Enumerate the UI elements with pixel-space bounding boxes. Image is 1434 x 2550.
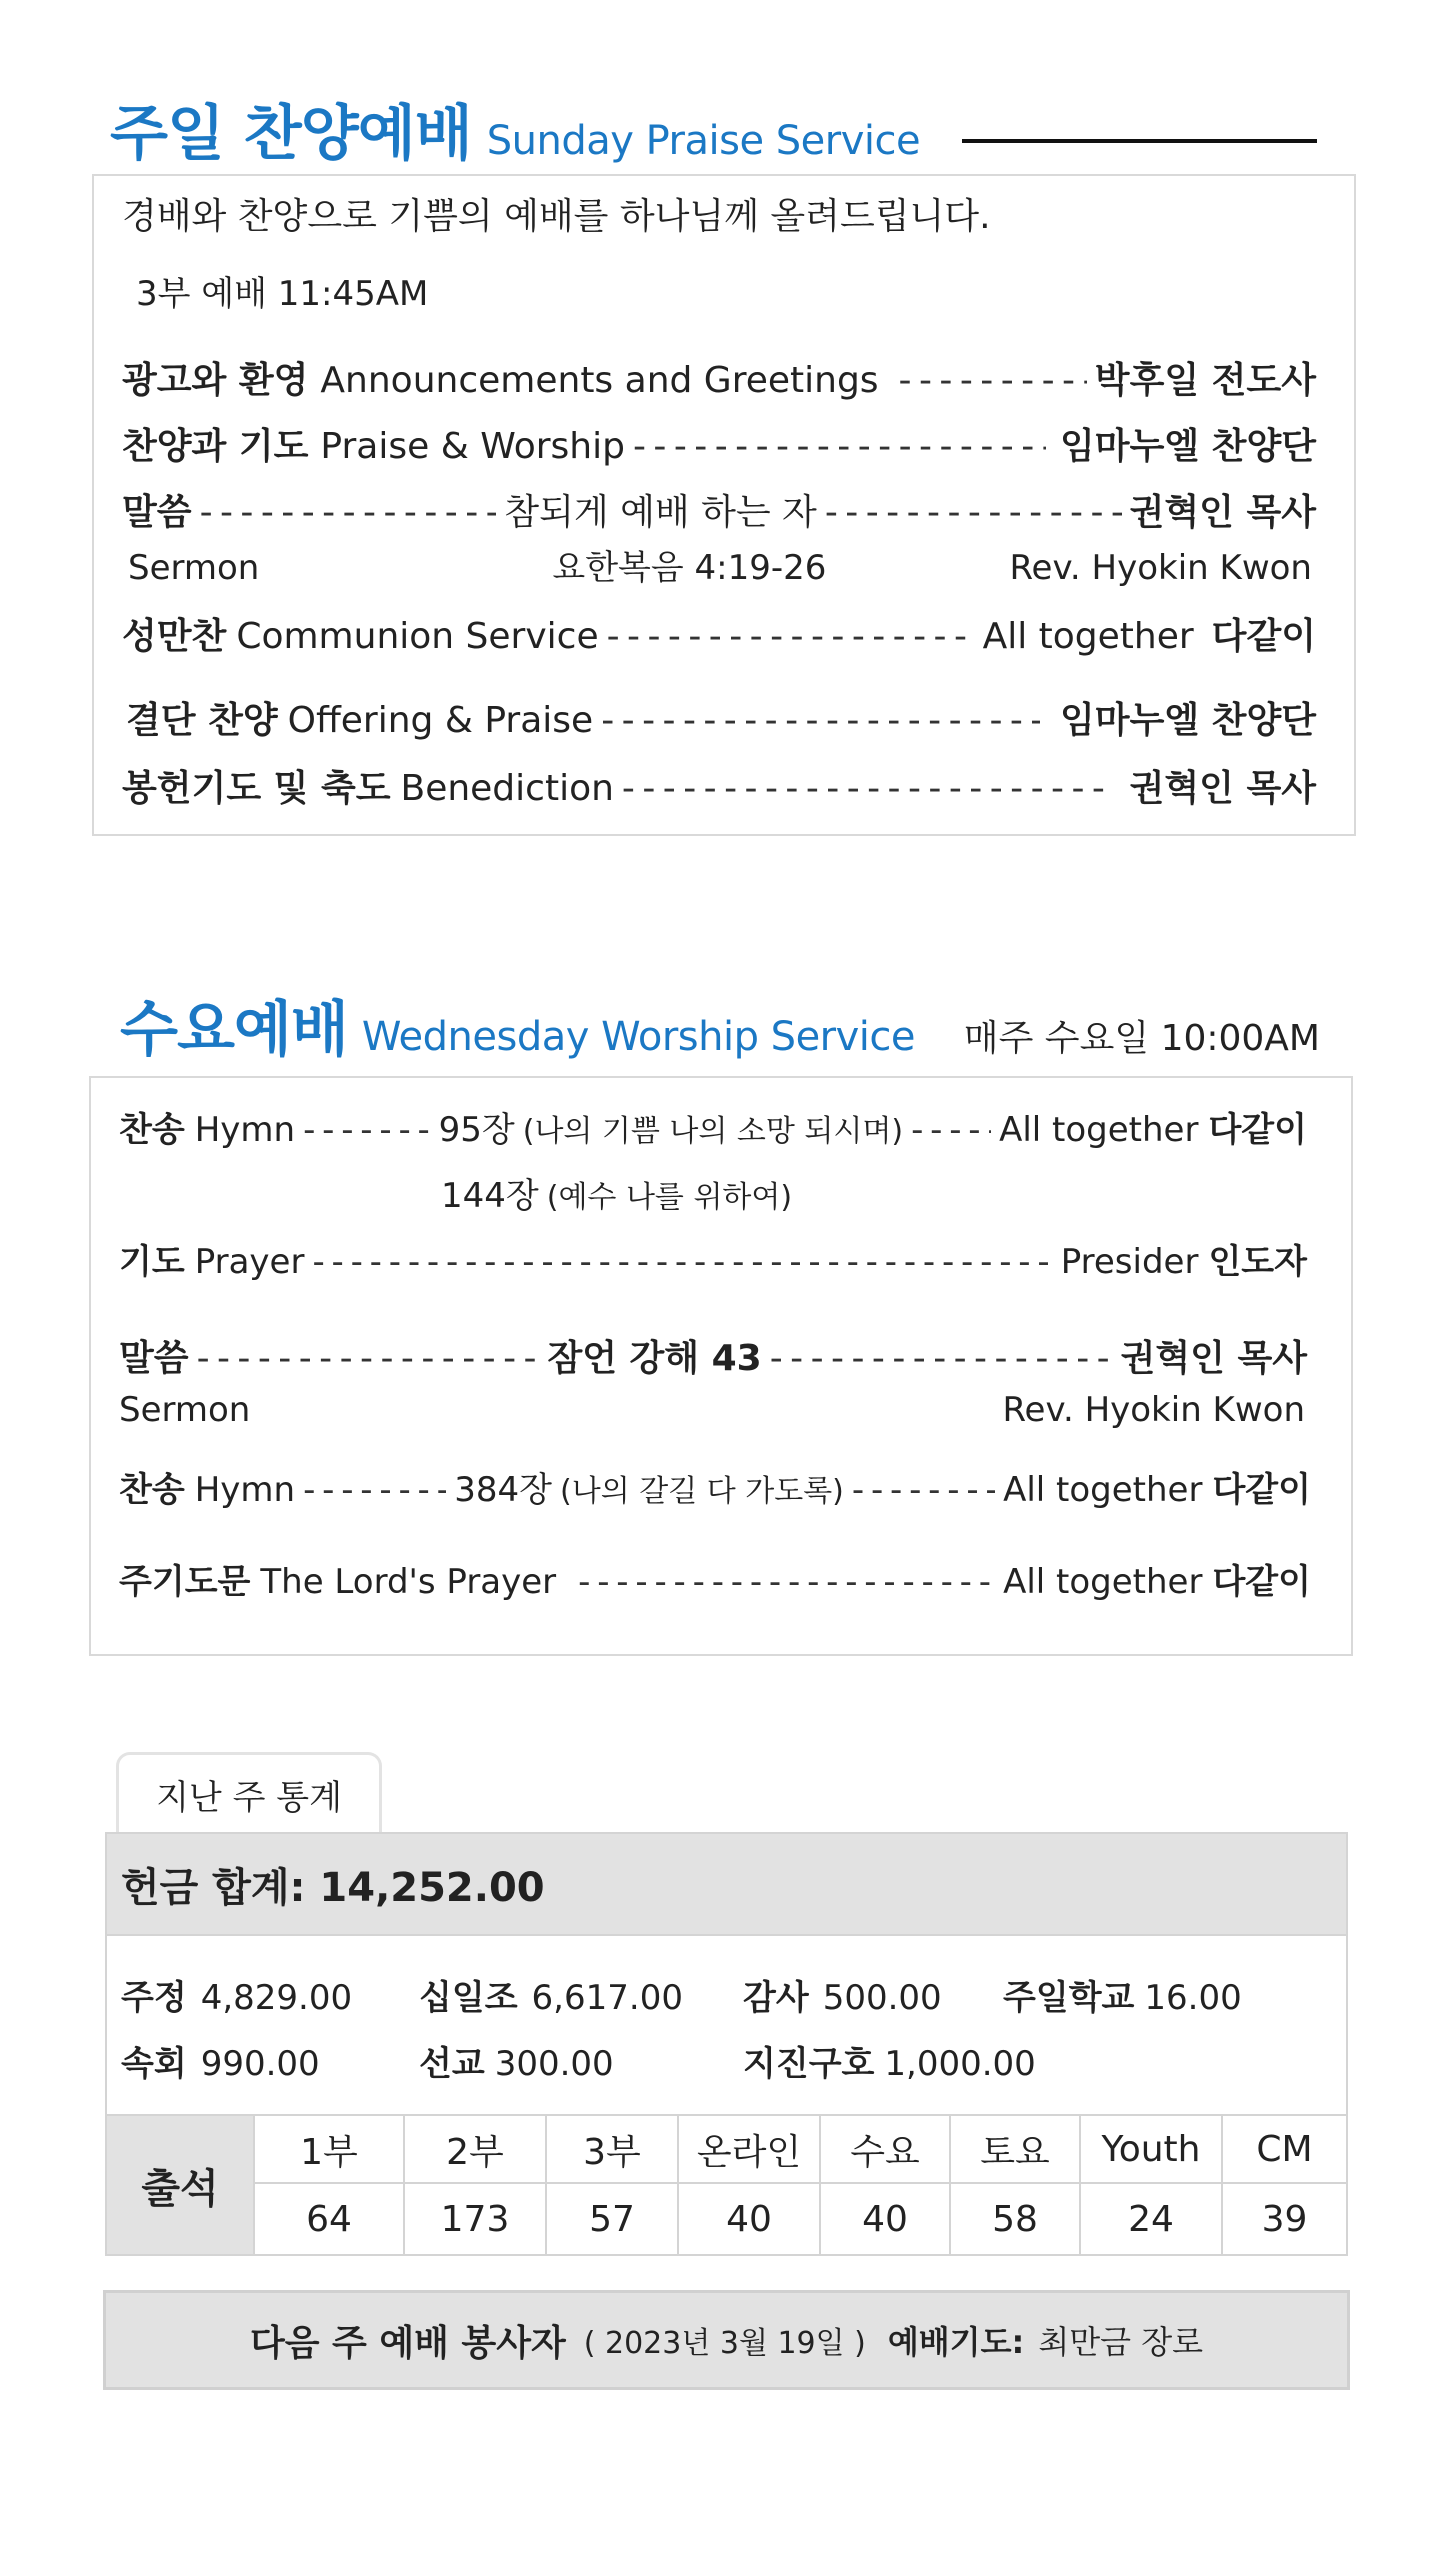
attendance-value: 64 [254, 2183, 404, 2255]
wednesday-item-sermon-sub [119, 1390, 1305, 1430]
item-ko: 봉헌기도 및 축도 [122, 768, 391, 809]
offering-label: 십일조 [419, 1978, 518, 2018]
sunday-item-offering [126, 692, 1316, 743]
sunday-intro: 경배와 찬양으로 기쁨의 예배를 하나님께 올려드립니다. [122, 196, 991, 237]
offering-value: 500.00 [822, 1978, 942, 2018]
offering-value: 990.00 [200, 2044, 320, 2084]
sunday-item-benediction [122, 760, 1316, 811]
sunday-item-sermon [122, 484, 1316, 535]
attendance-header: 토요 [950, 2115, 1080, 2183]
leader-dots [770, 1338, 1113, 1379]
item-who: 인도자 [1208, 1242, 1307, 1282]
sunday-header [110, 86, 1320, 169]
leader-dots [899, 360, 1087, 401]
item-en: Praise & Worship [320, 426, 625, 467]
offering-value: 6,617.00 [531, 1978, 683, 2018]
leader-dots [312, 1242, 1052, 1282]
item-en: Benediction [400, 768, 614, 809]
item-ko: 찬송 [119, 1110, 185, 1150]
wednesday-item-hymn-2 [119, 1462, 1311, 1511]
offering-value: 16.00 [1144, 1978, 1242, 2018]
stats-total-band [105, 1832, 1348, 1936]
attendance-value: 57 [546, 2183, 678, 2255]
wednesday-item-sermon [119, 1330, 1307, 1381]
leader-dots [633, 426, 1046, 467]
attendance-header: 온라인 [678, 2115, 820, 2183]
item-en: Communion Service [236, 616, 599, 657]
offering-label: 속회 [121, 2044, 187, 2084]
item-ko: 찬송 [119, 1470, 185, 1510]
next-week-band [103, 2290, 1350, 2390]
item-mid: 잠언 강해 43 [547, 1338, 762, 1379]
wednesday-title-ko: 수요예배 [120, 995, 348, 1065]
item-who: 다같이 [1212, 1470, 1311, 1510]
attendance-header: 1부 [254, 2115, 404, 2183]
leader-dots [911, 1110, 991, 1150]
sunday-title-en: Sunday Praise Service [486, 118, 921, 164]
item-en: Offering & Praise [287, 700, 594, 741]
item-mid-small: (나의 기쁨 나의 소망 되시며) [522, 1114, 904, 1149]
item-who: 임마누엘 찬양단 [1060, 700, 1316, 741]
wednesday-item-hymn-sub [441, 1168, 1307, 1217]
item-en: The Lord's Prayer [260, 1562, 557, 1602]
attendance-value: 40 [678, 2183, 820, 2255]
offering-item [121, 2036, 320, 2085]
item-mid: 참되게 예배 하는 자 [504, 492, 817, 533]
leader-dots [825, 492, 1122, 533]
next-week-label: 다음 주 예배 봉사자 [249, 2322, 566, 2364]
item-who-en: Presider [1060, 1242, 1199, 1282]
stats-tab-label: 지난 주 통계 [156, 1778, 342, 1818]
offerings-panel [105, 1936, 1348, 2116]
item-sub-mid: 144장 [441, 1176, 539, 1216]
item-who: 권혁인 목사 [1120, 1338, 1308, 1379]
item-en: Hymn [194, 1110, 296, 1150]
next-week-date: ( 2023년 3월 19일 ) [583, 2326, 866, 2361]
item-who: 임마누엘 찬양단 [1060, 426, 1316, 467]
attendance-table [105, 2114, 1348, 2256]
attendance-value: 173 [404, 2183, 546, 2255]
stats-tab[interactable] [116, 1752, 382, 1834]
item-who-en: All together [999, 1110, 1199, 1150]
attendance-header: 3부 [546, 2115, 678, 2183]
wednesday-header [120, 982, 1320, 1065]
attendance-label: 출석 [106, 2115, 254, 2255]
offering-item [1003, 1970, 1242, 2019]
offering-item [743, 2036, 1036, 2085]
item-who-en: All together [1003, 1470, 1203, 1510]
offering-value: 300.00 [494, 2044, 614, 2084]
item-sub-right: Rev. Hyokin Kwon [1002, 1390, 1305, 1430]
offering-label: 지진구호 [743, 2044, 875, 2084]
leader-dots [303, 1110, 431, 1150]
item-ko: 말씀 [122, 492, 192, 533]
next-week-prayer-name: 최만금 장로 [1038, 2323, 1204, 2361]
item-who: 박후일 전도사 [1094, 360, 1316, 401]
wednesday-item-prayer [119, 1234, 1307, 1283]
item-mid: 384장 [454, 1470, 553, 1510]
item-who: 다같이 [1212, 1562, 1311, 1602]
offering-item [419, 1970, 683, 2019]
offering-value: 1,000.00 [884, 2044, 1036, 2084]
item-sub-right: Rev. Hyokin Kwon [1009, 548, 1312, 588]
leader-dots [607, 616, 975, 657]
item-ko: 성만찬 [122, 616, 227, 657]
sunday-time: 3부 예배 11:45AM [136, 274, 429, 314]
sunday-box [92, 174, 1356, 836]
sunday-item-sermon-sub [128, 540, 1312, 589]
wednesday-box [89, 1076, 1353, 1656]
attendance-value: 58 [950, 2183, 1080, 2255]
leader-dots [197, 1338, 540, 1379]
offering-item [743, 1970, 942, 2019]
attendance-header: Youth [1080, 2115, 1222, 2183]
item-mid: 95장 [438, 1110, 515, 1150]
item-ko: 결단 찬양 [126, 700, 278, 741]
wednesday-time: 매주 수요일 10:00AM [963, 1018, 1320, 1059]
item-en: Prayer [194, 1242, 305, 1282]
attendance-value: 24 [1080, 2183, 1222, 2255]
offering-label: 선교 [419, 2044, 485, 2084]
item-who: 권혁인 목사 [1129, 768, 1316, 809]
item-sub-small: (예수 나를 위하여) [546, 1180, 793, 1215]
item-ko: 광고와 환영 [122, 360, 309, 401]
sunday-title-rule [962, 139, 1317, 143]
attendance-header: CM [1222, 2115, 1347, 2183]
item-ko: 기도 [119, 1242, 185, 1282]
item-en: Hymn [194, 1470, 296, 1510]
item-ko: 주기도문 [119, 1562, 251, 1602]
attendance-value: 40 [820, 2183, 950, 2255]
item-who-en: All together [982, 616, 1194, 657]
leader-dots [622, 768, 1104, 809]
leader-dots [200, 492, 497, 533]
sunday-item-announcements [122, 352, 1316, 403]
offering-label: 주일학교 [1003, 1978, 1135, 2018]
leader-dots [578, 1562, 995, 1602]
wednesday-item-lords-prayer [119, 1554, 1311, 1603]
item-sub-left: Sermon [128, 548, 260, 588]
item-ko: 말씀 [119, 1338, 189, 1379]
wednesday-title-en: Wednesday Worship Service [361, 1014, 916, 1060]
offering-item [121, 1970, 352, 2019]
item-who: 권혁인 목사 [1129, 492, 1316, 533]
item-en: Announcements and Greetings [320, 360, 879, 401]
next-week-prayer-label: 예배기도: [887, 2323, 1025, 2361]
offering-label: 감사 [743, 1978, 809, 2018]
attendance-header: 수요 [820, 2115, 950, 2183]
leader-dots [601, 700, 1040, 741]
leader-dots [852, 1470, 995, 1510]
sunday-item-communion [122, 608, 1316, 659]
item-sub-mid: 요한복음 4:19-26 [552, 548, 827, 588]
sunday-title-ko: 주일 찬양예배 [110, 99, 472, 169]
wednesday-item-hymn [119, 1102, 1307, 1151]
leader-dots [303, 1470, 446, 1510]
item-ko: 찬양과 기도 [122, 426, 309, 467]
offering-label: 주정 [121, 1978, 187, 2018]
item-who-en: All together [1003, 1562, 1203, 1602]
offering-total: 헌금 합계: 14,252.00 [121, 1864, 545, 1911]
item-who: 다같이 [1211, 616, 1316, 657]
attendance-header: 2부 [404, 2115, 546, 2183]
offering-value: 4,829.00 [200, 1978, 353, 2018]
attendance-value: 39 [1222, 2183, 1347, 2255]
offering-item [419, 2036, 614, 2085]
item-who: 다같이 [1208, 1110, 1307, 1150]
item-sub-left: Sermon [119, 1390, 251, 1430]
item-mid-small: (나의 갈길 다 가도록) [560, 1474, 844, 1509]
sunday-item-praise [122, 418, 1316, 469]
